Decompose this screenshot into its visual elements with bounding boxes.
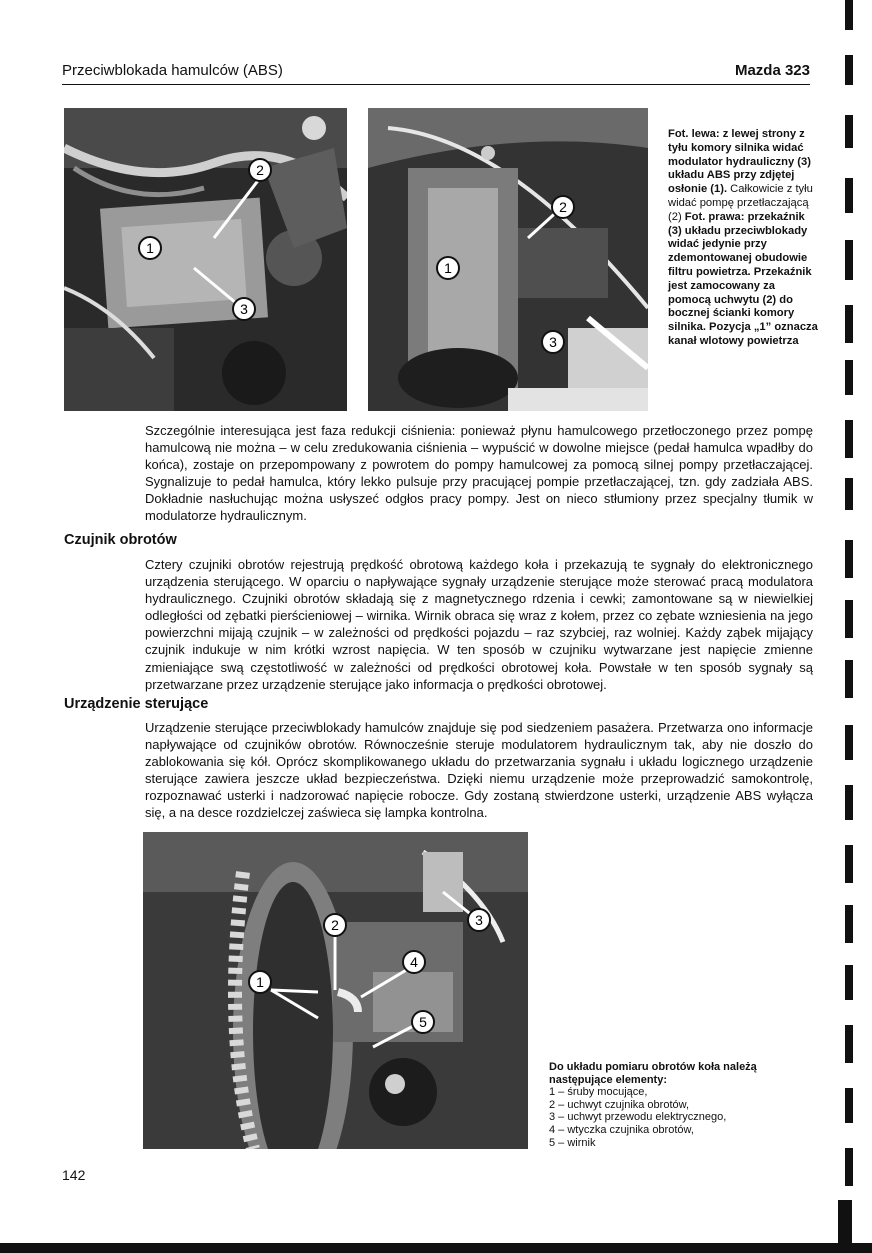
- svg-text:2: 2: [331, 917, 339, 933]
- svg-text:2: 2: [559, 199, 567, 215]
- photo-right-markers: [368, 108, 648, 411]
- svg-text:4: 4: [410, 954, 418, 970]
- legend-item: 4 – wtyczka czujnika obrotów,: [549, 1123, 694, 1136]
- legend-item: 5 – wirnik: [549, 1136, 596, 1149]
- intro-paragraph: Szczególnie interesująca jest faza redukcji ciśnienia: ponieważ płynu hamulcowego przetłoczonego przez pompę hamulcową nie można – w celu zredukowania ciśnienia – wypuścić w dowolne miejsce (pedał hamulca wpadłby do końca), zostaje on przepompowany z powrotem do pompy hamulcowej za pomocą silnej pompy przetłaczającej. Sygnalizuje to pedał hamulca, który lekko pulsuje przy pracującej pompie przetłaczającej, tzn. gdy zadziała ABS. Dokładnie nasłuchując można usłyszeć odgłos pracy pompy. Jest on nieco stłumiony przez specjalny tłumik w modulatorze hydraulicznym.: [145, 423, 813, 524]
- marker-2: [249, 159, 271, 181]
- bottom-scan-edge: [0, 1243, 872, 1253]
- svg-text:1: 1: [146, 240, 154, 256]
- section-text-sensors: Cztery czujniki obrotów rejestrują prędkość obrotową każdego koła i przekazują te sygnały do elektronicznego urządzenia sterującego. W oparciu o napływające sygnały urządzenie sterujące może sterować pracą modulatora hydraulicznego. Czujniki obrotów składają się z magnetycznego rdzenia i cewki; zamontowane są w niewielkiej odległości od zębatki pierścieniowej – wirnika. Wirnik obraca się wraz z kołem, przez co zębate wzniesienia na jego powierzchni mijają czujnik – w zależności od prędkości pojazdu – raz szybciej, raz wolniej. Każdy ząbek mijający czujnik indukuje w nim krótki wzrost napięcia. W ten sposób w czujniku wytwarzane jest napięcie zmienne zmieniające swą częstotliwość w zależności od prędkości obrotowej koła. Powstałe w ten sposób sygnały są przetwarzane przez urządzenie sterujące jako informacja o prędkości obrotowej.: [145, 557, 813, 692]
- marker-4: [403, 951, 425, 973]
- legend-title: Do układu pomiaru obrotów koła należą następujące elementy:: [549, 1061, 757, 1086]
- section-heading-sensors: Czujnik obrotów: [64, 532, 177, 548]
- photo-bottom-markers: [143, 832, 528, 1149]
- running-header-section: Przeciwblokada hamulców (ABS): [62, 62, 283, 79]
- marker-3: [233, 298, 255, 320]
- svg-text:3: 3: [475, 912, 483, 928]
- svg-text:5: 5: [419, 1014, 427, 1030]
- marker-2: [324, 914, 346, 936]
- figure-top-caption: [668, 128, 818, 349]
- header-rule: [62, 84, 810, 85]
- page-number: 142: [62, 1167, 86, 1183]
- section-heading-control-unit: Urządzenie sterujące: [64, 696, 209, 712]
- caption-left-photo: Fot. lewa: z lewej strony z tyłu komory silnika widać modulator hydrauliczny (3) układu ABS przy zdjętej osłonie (1).: [668, 128, 811, 196]
- caption-left-photo-extra: Całkowicie z tyłu widać pompę przetłaczającą (2): [668, 183, 813, 223]
- legend-item: 1 – śruby mocujące,: [549, 1086, 648, 1099]
- legend-item: 3 – uchwyt przewodu elektrycznego,: [549, 1111, 727, 1124]
- svg-text:1: 1: [256, 974, 264, 990]
- marker-2: [552, 196, 574, 218]
- svg-text:3: 3: [549, 334, 557, 350]
- marker-1: [139, 237, 161, 259]
- running-header-model: Mazda 323: [734, 62, 810, 79]
- marker-1: [249, 971, 271, 993]
- marker-5: [412, 1011, 434, 1033]
- svg-text:3: 3: [240, 301, 248, 317]
- marker-3: [468, 909, 490, 931]
- marker-3: [542, 331, 564, 353]
- svg-text:2: 2: [256, 162, 264, 178]
- caption-right-photo: Fot. prawa: przekaźnik (3) układu przeciwblokady widać jedynie przy zdemontowanej obudowie filtru powietrza. Przekaźnik jest zamocowany za pomocą uchwytu (2) do bocznej ścianki komory silnika. Pozycja „1” oznacza kanał wlotowy powietrza: [668, 210, 818, 347]
- photo-left-markers: [64, 108, 347, 411]
- marker-1: [437, 257, 459, 279]
- figure-bottom-legend: [549, 1061, 789, 1149]
- svg-text:1: 1: [444, 260, 452, 276]
- section-text-control-unit: Urządzenie sterujące przeciwblokady hamulców znajduje się pod siedzeniem pasażera. Przetwarza ono informacje napływające od czujników obrotów. Równocześnie steruje modulatorem hydraulicznym tak, aby nie doszło do zablokowania się kół. Oprócz skomplikowanego układu do przetwarzania sygnału i układu logicznego urządzenie sterujące zawiera jeszcze układ bezpieczeństwa. Dzięki niemu urządzenie może przeprowadzić samokontrolę, rozpoznawać usterki i nadzorować napięcie robocze. Gdy zostaną stwierdzone usterki, urządzenie ABS wyłącza się, a na desce rozdzielczej zaświeca się lampka kontrolna.: [145, 720, 813, 821]
- legend-item: 2 – uchwyt czujnika obrotów,: [549, 1098, 690, 1111]
